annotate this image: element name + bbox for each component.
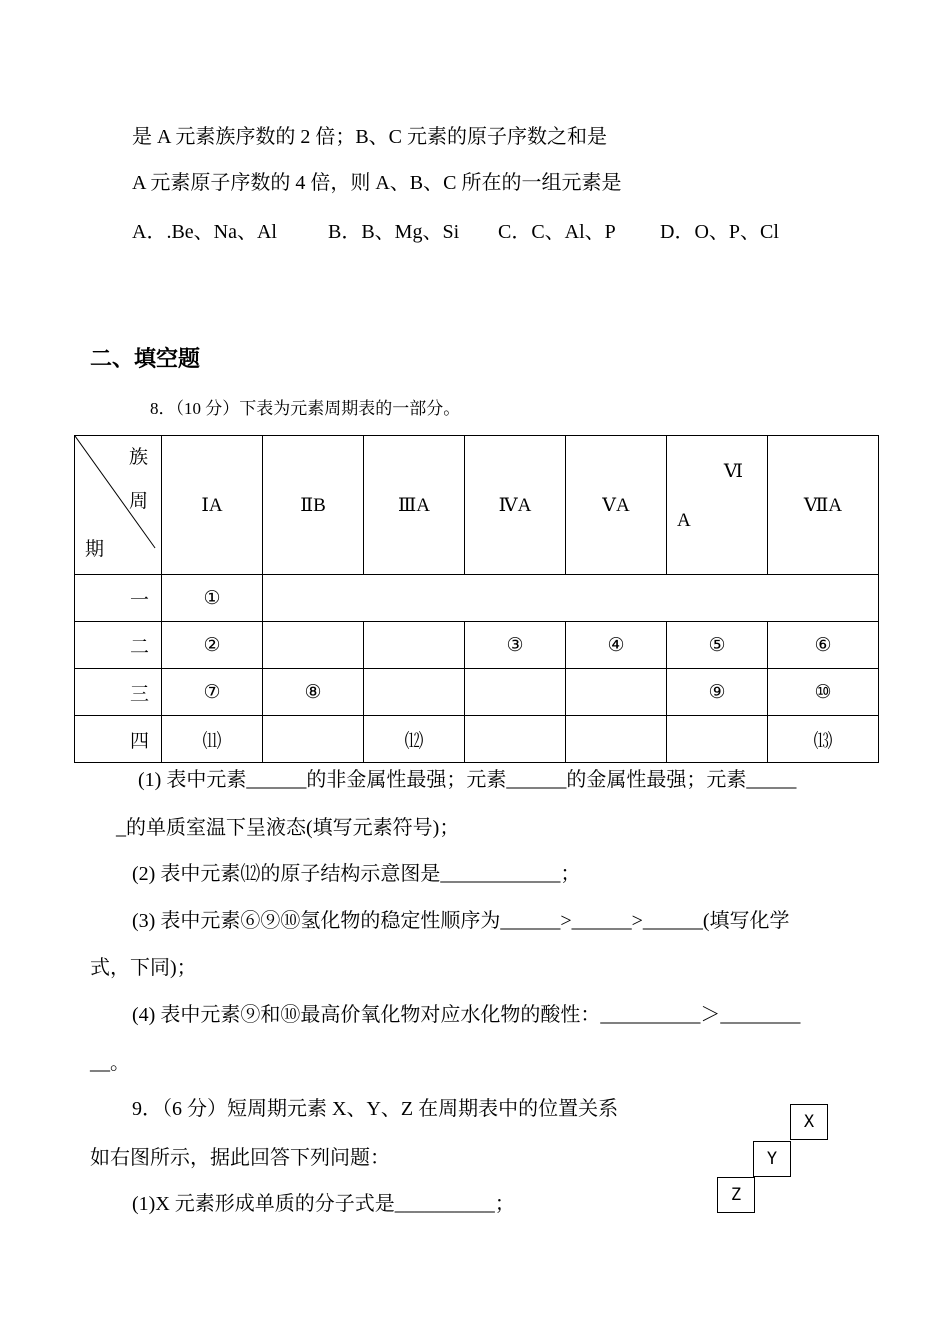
element-box-x: X	[790, 1104, 828, 1140]
q8-intro: 8．（10 分）下表为元素周期表的一部分。	[150, 399, 461, 418]
q8-part3-line1: (3) 表中元素⑥⑨⑩氢化物的稳定性顺序为______>______>______(填写化学	[132, 910, 790, 932]
q9-part1: (1)X 元素形成单质的分子式是__________；	[132, 1193, 515, 1215]
group-header-six	[667, 436, 768, 575]
q7-option-a: A．.Be、Na、Al	[132, 221, 277, 243]
group-six-label: Ⅵ	[723, 461, 743, 482]
element-cell	[566, 716, 667, 763]
period-label: 一	[75, 575, 162, 622]
element-cell	[364, 622, 465, 669]
element-box-y: Y	[753, 1141, 791, 1177]
table-header-row	[75, 436, 879, 575]
q8-part1-line1: (1) 表中元素______的非金属性最强；元素______的金属性最强；元素_____	[138, 769, 797, 791]
element-cell: ⑥	[768, 622, 879, 669]
q9-line-2: 如右图所示，据此回答下列问题：	[90, 1147, 390, 1169]
q7-line-2: A 元素原子序数的 4 倍，则 A、B、C 所在的一组元素是	[132, 172, 622, 194]
q7-option-d: D．O、P、Cl	[660, 221, 779, 243]
corner-label-qi: 期	[85, 539, 105, 560]
group-six-suffix: A	[677, 510, 691, 531]
element-cell: ⑧	[263, 669, 364, 716]
corner-label-zu: 族	[129, 447, 149, 468]
element-cell: ⑿	[364, 716, 465, 763]
element-cell	[566, 669, 667, 716]
element-cell: ⑤	[667, 622, 768, 669]
q8-part3-line2: 式，下同)；	[90, 957, 197, 979]
period-label: 三	[75, 669, 162, 716]
section-heading: 二、填空题	[90, 347, 201, 372]
element-cell	[263, 716, 364, 763]
group-header: ⅣA	[465, 436, 566, 575]
q8-part2: (2) 表中元素⑿的原子结构示意图是____________；	[132, 863, 581, 885]
period-label: 二	[75, 622, 162, 669]
periodic-table	[74, 435, 879, 763]
period-label: 四	[75, 716, 162, 763]
element-cell	[465, 669, 566, 716]
element-cell: ⒀	[768, 716, 879, 763]
element-cell: ⑨	[667, 669, 768, 716]
table-row	[75, 716, 879, 763]
table-row	[75, 622, 879, 669]
group-header: ⅠA	[162, 436, 263, 575]
element-cell: ④	[566, 622, 667, 669]
group-header: ⅤA	[566, 436, 667, 575]
element-cell	[667, 716, 768, 763]
element-cell: ①	[162, 575, 263, 622]
group-header: ⅢA	[364, 436, 465, 575]
element-cell	[364, 669, 465, 716]
corner-label-zhou: 周	[129, 491, 149, 512]
element-cell: ⑩	[768, 669, 879, 716]
table-corner-cell	[75, 436, 162, 575]
element-cell: ⑾	[162, 716, 263, 763]
element-cell: ③	[465, 622, 566, 669]
table-row	[75, 669, 879, 716]
group-header: ⅡB	[263, 436, 364, 575]
table-row	[75, 575, 879, 622]
element-cell	[263, 622, 364, 669]
empty-merged-cell	[263, 575, 879, 622]
q8-part1-line2: _的单质室温下呈液态(填写元素符号)；	[116, 817, 460, 839]
element-box-z: Z	[717, 1177, 755, 1213]
element-cell: ⑦	[162, 669, 263, 716]
group-header: ⅦA	[768, 436, 879, 575]
element-cell	[465, 716, 566, 763]
q7-line-1: 是 A 元素族序数的 2 倍；B、C 元素的原子序数之和是	[132, 126, 608, 148]
q7-option-c: C．C、Al、P	[498, 221, 616, 243]
q8-part4-line2: __。	[90, 1052, 130, 1074]
q9-line-1: 9．（6 分）短周期元素 X、Y、Z 在周期表中的位置关系	[132, 1098, 619, 1120]
q8-part4-line1: (4) 表中元素⑨和⑩最高价氧化物对应水化物的酸性：__________＞________	[132, 1004, 801, 1026]
element-cell: ②	[162, 622, 263, 669]
q7-option-b: B．B、Mg、Si	[328, 221, 460, 243]
